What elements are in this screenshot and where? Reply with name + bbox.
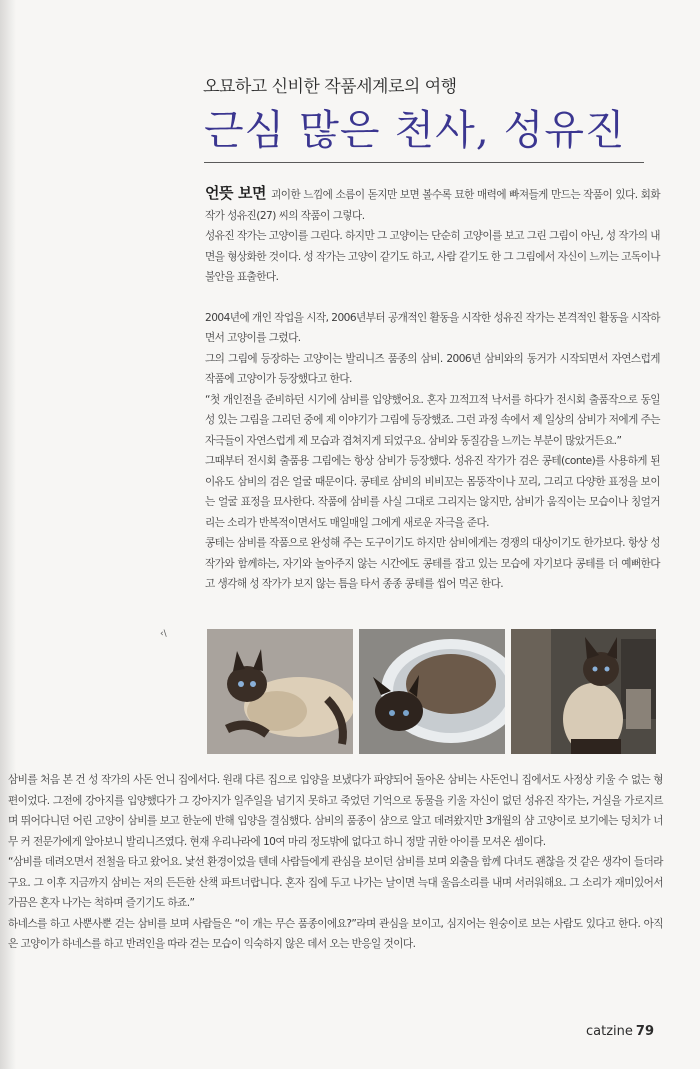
cat-photo-basin [359,629,505,754]
intro-text: 괴이한 느낌에 소름이 돋지만 보면 볼수록 묘한 매력에 빠져들게 만드는 작품이 있다. 회화 작가 성유진(27) 씨의 작품이 그렇다. [205,189,661,222]
page-number: 79 [635,1024,654,1039]
intro-paragraph [205,183,660,226]
magazine-brand: catzine [586,1024,633,1039]
paragraph-5-quote: “첫 개인전을 준비하던 시기에 삼비를 입양했어요. 혼자 끄적끄적 낙서를 하다가 전시회 출품작으로 동일성 있는 그림을 그리던 중에 제 이야기가 그림에 등장했죠. 그런 과정 속에서 제 일상의 삼비가 저에게 주는 자극들이 자연스럽게 제 모습과 겹쳐지게 되었구요. 삼비와 동질감을 느끼는 부분이 많았거든요.” [205,393,660,447]
ornament-mark: ‹\ [160,629,167,639]
page-footer [586,1024,654,1039]
wide-text-block [8,770,663,955]
paragraph-10: 하네스를 하고 사뿐사뿐 걷는 삼비를 보며 사람들은 “이 개는 무슨 품종이에요?”라며 관심을 보이고, 심지어는 원숭이로 보는 사람도 있다고 한다. 아직은 고양이가 하네스를 하고 반려인을 따라 걷는 모습이 익숙하지 않은 데서 오는 반응일 것이다. [8,917,663,950]
paragraph-2: 성유진 작가는 고양이를 그린다. 하지만 그 고양이는 단순히 고양이를 보고 그린 그림이 아닌, 성 작가의 내면을 형상화한 것이다. 성 작가는 고양이 같기도 하고, 사람 같기도 한 그 그림에서 자신이 느끼는 고독이나 불안을 표출한다. [205,230,660,283]
article-title: 근심 많은 천사, 성유진 [204,104,674,160]
paragraph-6: 그때부터 전시회 출품용 그림에는 항상 삼비가 등장했다. 성유진 작가가 검은 콩테(conte)를 사용하게 된 이유도 삼비의 검은 얼굴 때문이다. 콩테로 삼비의 비비꼬는 몸뚱작이나 꼬리, 그리고 다양한 표정을 보이는 얼굴 표정을 묘사한다. 작품에 삼비를 사실 그대로 그리지는 않지만, 삼비가 움직이는 모습이나 칭얼거리는 소리가 반복적이면서도 매일매일 그에게 새로운 자극을 준다. [205,455,660,529]
paragraph-7: 콩테는 삼비를 작품으로 완성해 주는 도구이기도 하지만 삼비에게는 경쟁의 대상이기도 한가보다. 항상 성 작가와 함께하는, 자기와 놀아주지 않는 시간에도 콩테를 잡고 있는 모습에 자기보다 콩테를 더 예뻐한다고 생각해 성 작가가 보지 않는 틈을 타서 종종 콩테를 씹어 먹곤 한다. [205,537,660,590]
cat-photo-lying [207,629,353,754]
paragraph-3: 2004년에 개인 작업을 시작, 2006년부터 공개적인 활동을 시작한 성유진 작가는 본격적인 활동을 시작하면서 고양이를 그렸다. [205,311,660,344]
intro-block [205,183,660,595]
paragraph-9-quote: “삼비를 데려오면서 전철을 타고 왔어요. 낯선 환경이었을 텐데 사람들에게 관심을 보이던 삼비를 보며 외출을 함께 다녀도 괜찮을 것 같은 생각이 들더라구요. 그 이후 지금까지 삼비는 저의 든든한 산책 파트너랍니다. 혼자 집에 두고 나가는 날이면 늑대 울음소리를 내며 서러워해요. 그 소리가 재미있어서 가끔은 혼자 나가는 척하며 즐기기도 하죠.” [8,856,663,909]
cat-photo-sitting [511,629,656,754]
paragraph-4: 그의 그림에 등장하는 고양이는 발리니즈 품종의 삼비. 2006년 삼비와의 동거가 시작되면서 자연스럽게 작품에 고양이가 등장했다고 한다. [205,352,660,385]
paragraph-8: 삼비를 처음 본 건 성 작가의 사돈 언니 집에서다. 원래 다른 집으로 입양을 보냈다가 파양되어 돌아온 삼비는 사돈언니 집에서도 사정상 키울 수 없는 형편이었다. 그전에 강아지를 입양했다가 그 강아지가 일주일을 넘기지 못하고 죽었던 기억으로 동물을 키울 자신이 없던 성유진 작가는, 거실을 가로지르며 뛰어다니던 어린 고양이 삼비를 보고 한눈에 반해 입양을 결심했다. 삼비의 품종이 샴으로 알고 데려왔지만 3개월의 샴 고양이로 보기에는 덩치가 너무 커 전문가에게 알아보니 발리니즈였다. 현재 우리나라에 10여 마리 정도밖에 없다고 하니 정말 귀한 아이를 모셔온 셈이다. [8,774,663,848]
article-subtitle: 오묘하고 신비한 작품세계로의 여행 [203,77,457,97]
lead-word: 언뜻 보면 [205,184,266,202]
